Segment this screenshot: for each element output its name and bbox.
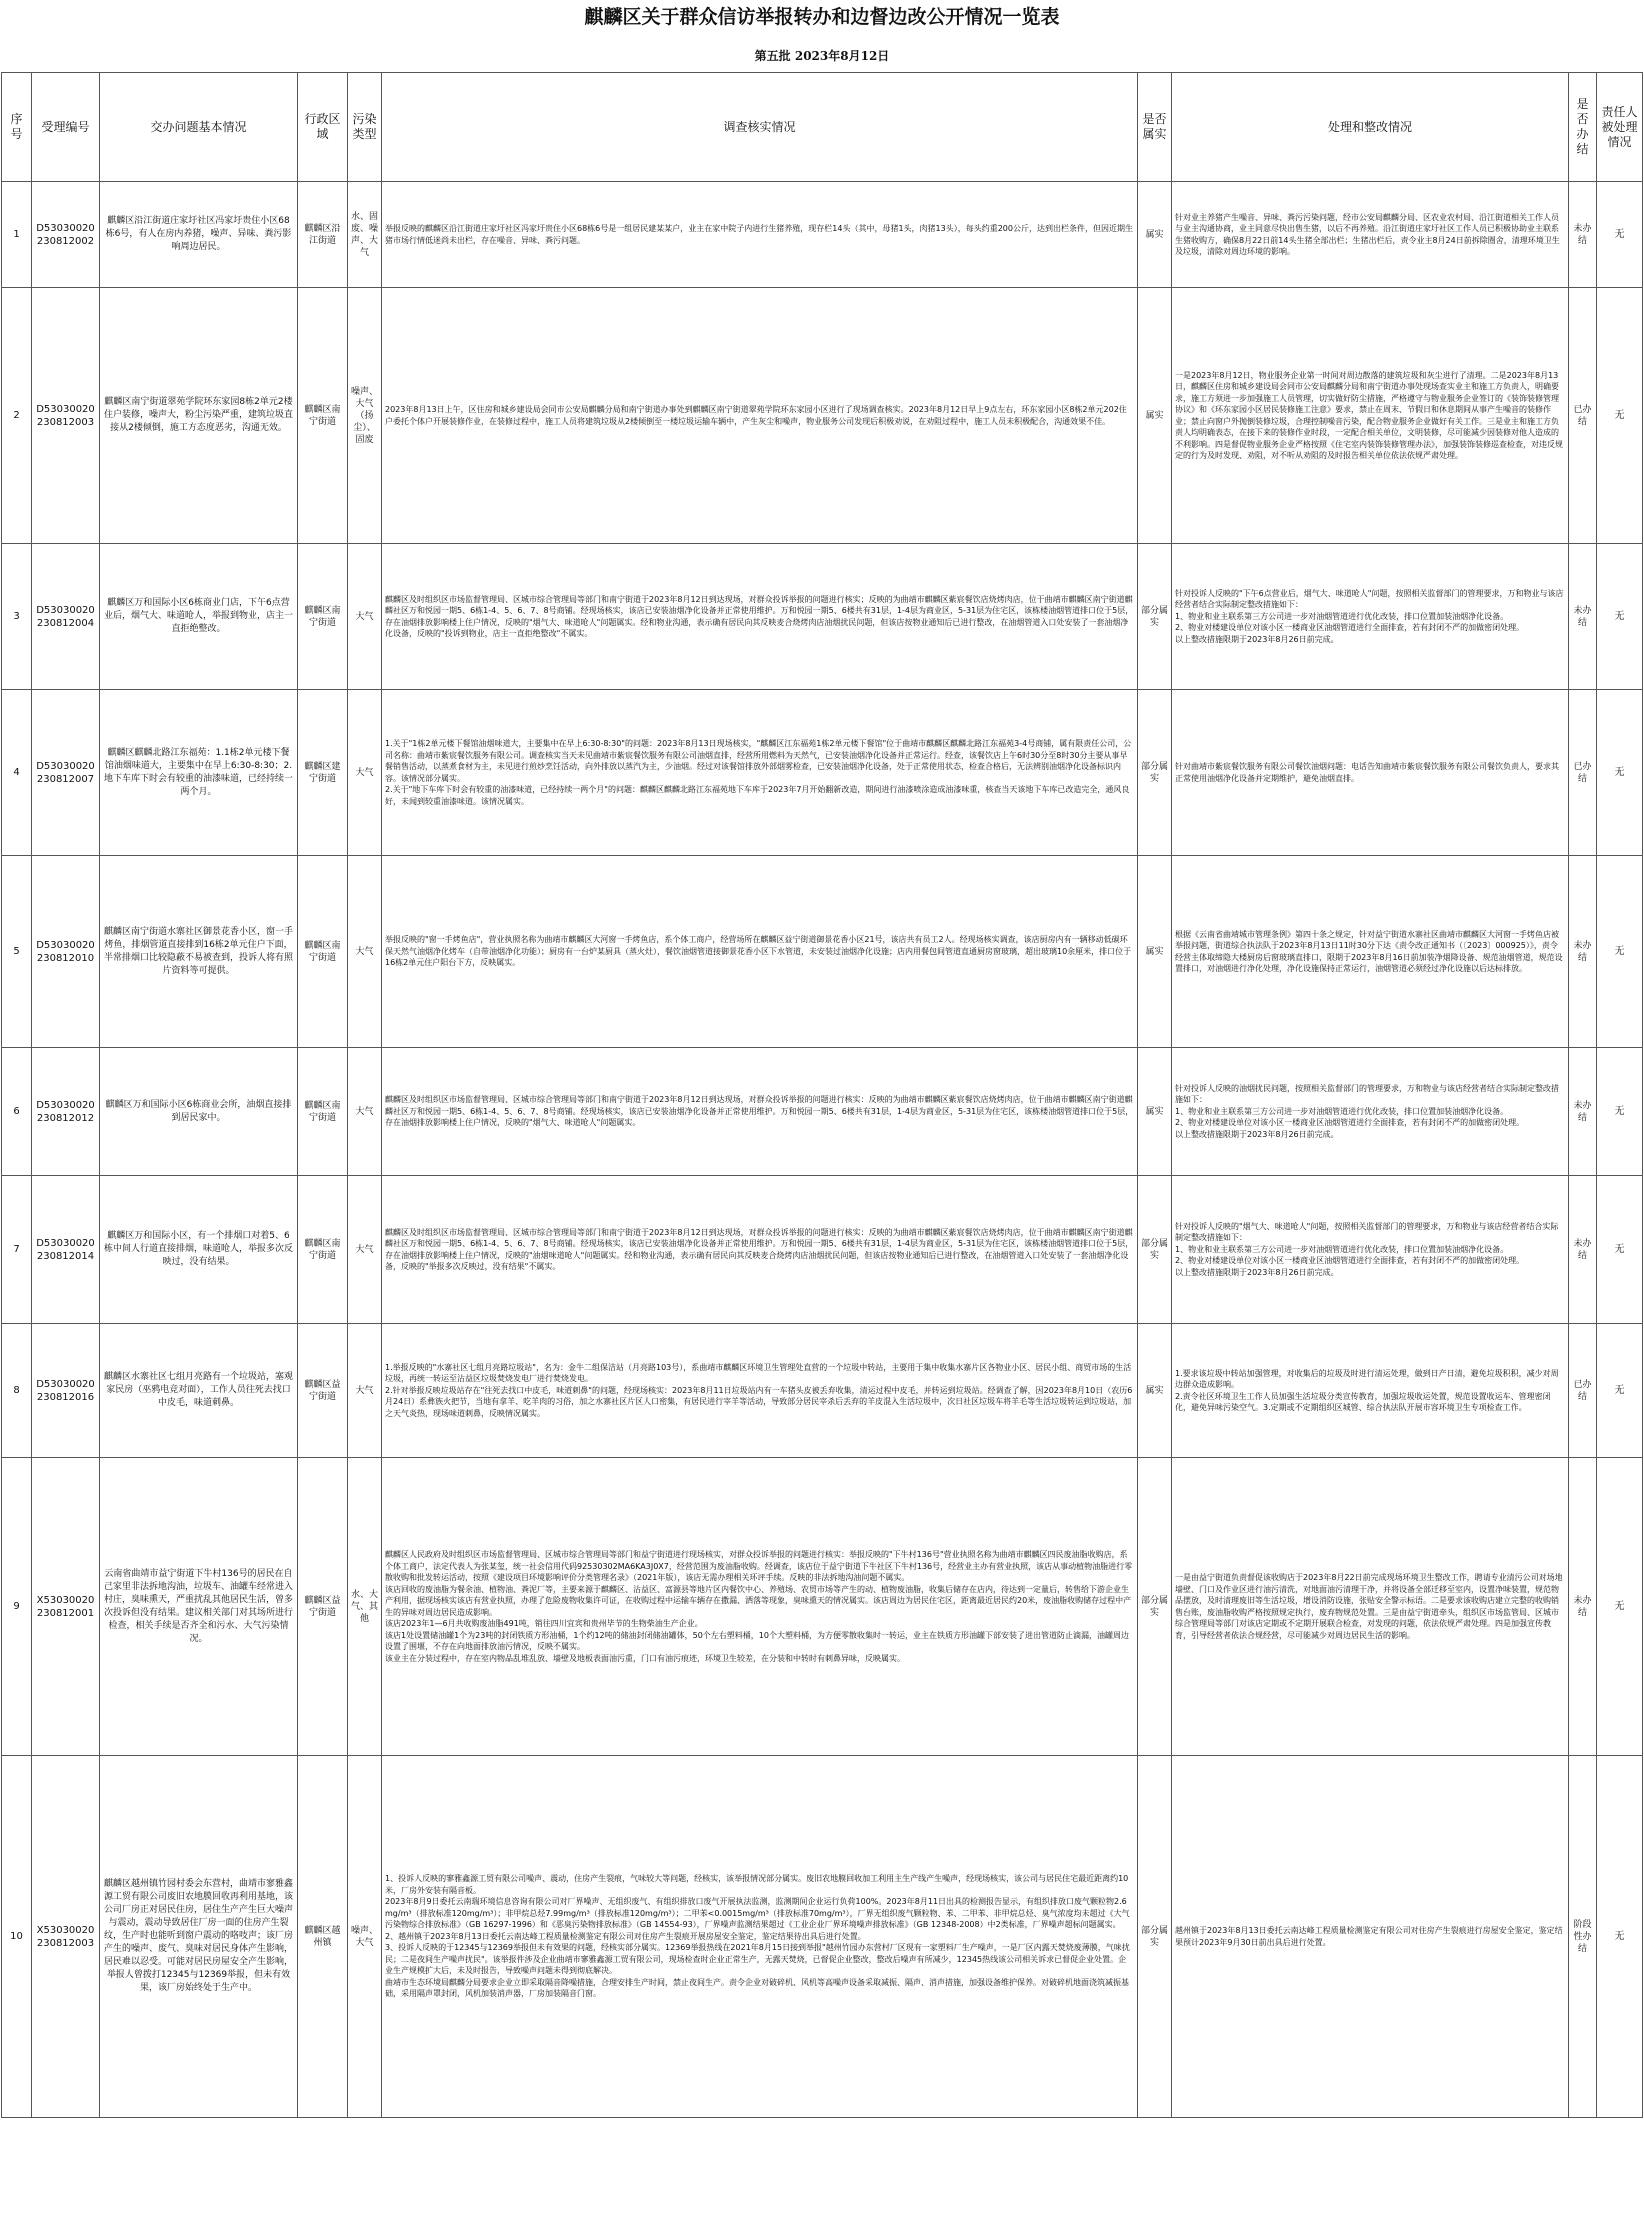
cell-handling: 针对投诉人反映的"烟气大、味道呛人"问题，按照相关监督部门的管理要求，万和物业与该店经营者结合实际制定整改措施如下： 1、物业和业主联系第三方公司进一步对油烟管道进行优化改装，排口位置加装油烟净化设备。 2、物业对楼建设单位对该小区一楼商业区油烟管道进行全面排查，若有封闭不严的加做密闭处理。 以上整改措施限期于2023年8月26日前完成。 [1172, 1176, 1569, 1324]
table-row [2, 1756, 1643, 2118]
cell-is-true: 部分属实 [1138, 1756, 1172, 2118]
table-row [2, 544, 1643, 690]
cell-issue: 麒麟区万和国际小区6栋商业门店，下午6点营业后，烟气大、味道呛人，举报到物业，店主一直拒绝整改。 [100, 544, 298, 690]
cell-id: D53030020 230812002 [32, 182, 100, 288]
table-header-row [2, 73, 1643, 182]
cell-pollution: 噪声、大气 [348, 1756, 382, 2118]
cell-done: 未办结 [1569, 856, 1597, 1048]
table-row [2, 856, 1643, 1048]
cell-district: 麒麟区益宁街道 [298, 1324, 348, 1458]
cell-district: 麒麟区越州镇 [298, 1756, 348, 2118]
cell-issue: 麒麟区南宁街道水寨社区御景花香小区，窗一手烤鱼，排烟管道直接排到16栋2单元住户下面，半常排烟口比较隐蔽不易被查到，投诉人将有照片资料等可提供。 [100, 856, 298, 1048]
cell-done: 未办结 [1569, 182, 1597, 288]
cell-pollution: 噪声、大气（扬尘）、固废 [348, 288, 382, 544]
cell-accountability: 无 [1597, 1176, 1643, 1324]
cell-accountability: 无 [1597, 856, 1643, 1048]
cell-handling: 针对曲靖市紫宸餐饮服务有限公司餐饮油烟问题：电话告知曲靖市紫宸餐饮服务有限公司餐饮负责人，要求其正常使用油烟净化设备并定期维护，避免油烟直排。 [1172, 690, 1569, 856]
cell-no: 10 [2, 1756, 32, 2118]
cell-handling: 1.要求该垃圾中转站加强管理，对收集后的垃圾及时进行清运处理，做到日产日清，避免垃圾积积，减少对周边群众造成影响。 2.责令社区环境卫生工作人员加强生活垃圾分类宣传教育，加强垃圾收运处置，规范设置收运车、管理密闭化，避免异味污染空气。3.定期或不定期组织区城管、综合执法队开展市容环境卫生专项检查工作。 [1172, 1324, 1569, 1458]
cell-handling: 根据《云南省曲靖城市管理条例》第四十条之规定，针对益宁街道水寨社区曲靖市麒麟区大河窗一手烤鱼店被举报问题，街道综合执法队于2023年8月13日11时30分下达《责令改正通知书（〔2023〕000925）》，责令经营主体取缔隐大楼厨房后窗玻璃直排口，限期于2023年8月16日前加装净烟降设备、规范油烟管道，规范设置排口，对油烟进行净化处理，净化设施保持正常运行，油烟管道必须经过净化设施以后达标排放。 [1172, 856, 1569, 1048]
cell-id: D53030020 230812003 [32, 288, 100, 544]
cell-findings: 2023年8月13日上午，区住房和城乡建设局会同市公安局麒麟分局和南宁街道办事处到麒麟区南宁街道翠苑学院环东家园小区进行了现场调查核实。2023年8月12日早上9点左右，环东家园小区8栋2单元202住户委托个体户开展装修作业，在装修过程中，施工人员将建筑垃圾从2楼倾倒至一楼垃圾运输车辆中，产生灰尘和噪声，物业服务公司发现后积极劝说，在劝阻过程中，施工人员未积极配合，沟通效果不佳。 [382, 288, 1138, 544]
cell-accountability: 无 [1597, 182, 1643, 288]
header-findings: 调查核实情况 [382, 73, 1138, 182]
cell-district: 麒麟区南宁街道 [298, 856, 348, 1048]
cell-id: D53030020 230812007 [32, 690, 100, 856]
cell-is-true: 部分属实 [1138, 690, 1172, 856]
table-row [2, 1324, 1643, 1458]
cell-pollution: 大气 [348, 690, 382, 856]
header-accountability: 责任人被处理情况 [1597, 73, 1643, 182]
cell-accountability: 无 [1597, 1458, 1643, 1756]
cell-is-true: 属实 [1138, 1324, 1172, 1458]
cell-pollution: 水、大气、其他 [348, 1458, 382, 1756]
table-row [2, 1048, 1643, 1176]
cell-done: 未办结 [1569, 544, 1597, 690]
cell-no: 8 [2, 1324, 32, 1458]
cell-findings: 麒麟区及时组织区市场监督管理局、区城市综合管理局等部门和南宁街道于2023年8月12日到达现场，对群众投诉举报的问题进行核实；反映的为曲靖市麒麟区紫宸餐饮店烧烤肉店，位于曲靖市麒麟区南宁街道麒麟社区万和悦园一期5、6栋1-4、5、6、7、8号商铺。经现场核实，该店已安装油烟净化设备并正常使用维护。万和悦园一期5、6楼共有31层，1-4层为商业区，5-31层为住宅区，该栋楼油烟管道排口位于5层，存在油烟排放影响楼上住户情况，反映的"烟气大、味道呛人"问题属实。经和物业沟通，表示确有居民向其反映麦合烧烤肉店油烟扰民问题，但该店按物业通知后已进行整改，在油烟管道入口处安装了一套油烟净化设备，反映的"投诉到物业，店主一直拒绝整改"不属实。 [382, 544, 1138, 690]
page-subtitle: 第五批 2023年8月12日 [754, 49, 890, 63]
cell-no: 4 [2, 690, 32, 856]
cell-pollution: 大气 [348, 856, 382, 1048]
table-row [2, 690, 1643, 856]
cell-is-true: 属实 [1138, 856, 1172, 1048]
cell-handling: 一是由益宁街道负责督促该收购店于2023年8月22日前完成现场环境卫生整改工作，聘请专业清污公司对场地墙壁、门口及作业区进行油污清洗，对地面油污清理干净，并将设备全部迁移至室内，设置净味装置，规范物品摆放，及时清理废旧等生活垃圾，增设消防设施，张贴安全警示标语。二是要求该收购店建立完整的收购销售台账，废油脂收购严格按照规定执行，废弃物规范处置。三是由益宁街道牵头，组织区市场监管局、区城市综合管理局等部门对该店定期或不定期开展联合检查，对发现的问题，依法依规严肃处理。四是加强宣传教育，引导经营者依法合规经营，尽可能减少对周边居民生活的影响。 [1172, 1458, 1569, 1756]
header-issue: 交办问题基本情况 [100, 73, 298, 182]
header-id: 受理编号 [32, 73, 100, 182]
cell-is-true: 属实 [1138, 182, 1172, 288]
cell-done: 未办结 [1569, 1048, 1597, 1176]
cell-issue: 麒麟区水寨社区七组月亮路有一个垃圾站，塞观家民房（巫鸦电竞对面），工作人员往死去找口中皮毛，味道刺鼻。 [100, 1324, 298, 1458]
cell-no: 6 [2, 1048, 32, 1176]
cell-issue: 麒麟区越州镇竹园村委会东营村，曲靖市寥雅鑫源工贸有限公司废旧农地膜回收再利用基地，该公司厂房正对居民住房，居住生产产生巨大噪声与震动，震动导致居住厂房一面的住房产生裂纹，生产时也能听到窗户震动的咯吱声；该厂房产生的噪声、废气、臭味对居民身体产生影响，居民难以忍受。可能对居民房屋安全产生影响，举报人曾拨打12345与12369举报，但未有效果，该厂房始终处于生产中。 [100, 1756, 298, 2118]
cell-pollution: 水、固废、噪声、大气 [348, 182, 382, 288]
cell-district: 麒麟区沿江街道 [298, 182, 348, 288]
cell-done: 已办结 [1569, 288, 1597, 544]
cell-issue: 麒麟区万和国际小区6栋商业会所，油烟直接排到居民家中。 [100, 1048, 298, 1176]
cell-issue: 麒麟区万和国际小区，有一个排烟口对着5、6栋中间人行道直接排烟，味道呛人，举报多次反映过，没有结果。 [100, 1176, 298, 1324]
cell-accountability: 无 [1597, 1048, 1643, 1176]
cell-district: 麒麟区南宁街道 [298, 544, 348, 690]
cell-district: 麒麟区南宁街道 [298, 288, 348, 544]
cell-no: 1 [2, 182, 32, 288]
cell-findings: 麒麟区及时组织区市场监督管理局、区城市综合管理局等部门和南宁街道于2023年8月12日到达现场，对群众投诉举报的问题进行核实：反映的为曲靖市麒麟区紫宸餐饮店烧烤肉店，位于曲靖市麒麟区南宁街道麒麟社区万和悦园一期5、6栋1-4、5、6、7、8号商铺。经现场核实，该店已安装油烟净化设备并正常使用维护。万和悦园一期5、6楼共有31层，1-4层为商业区，5-31层为住宅区，该栋楼油烟管道排口位于5层，存在油烟排放影响楼上住户情况，反映的"油烟味道呛人"问题属实。经和物业沟通，表示确有居民向其反映麦合烧烤肉店油烟扰民问题，但该店按物业通知后已进行整改，在油烟管道入口处安装了一套油烟净化设备，反映的"举报多次反映过，没有结果"不属实。 [382, 1176, 1138, 1324]
cell-accountability: 无 [1597, 1324, 1643, 1458]
cell-id: D53030020 230812012 [32, 1048, 100, 1176]
cell-done: 已办结 [1569, 1324, 1597, 1458]
cell-handling: 一是2023年8月12日，物业服务企业第一时间对周边散落的建筑垃圾和灰尘进行了清理。二是2023年8月13日，麒麟区住房和城乡建设局会同市公安局麒麟分局和南宁街道办事处现场查实业主和施工方负责人，明确要求，施工方须进一步加强施工人员管理，切实做好防尘措施，严格遵守与物业服务企业签订的《装饰装修管理协议》和《环东家园小区居民装修施工注意》要求，禁止在周末、节假日和休息期间从事产生噪音的装修作业；禁止向窗户外抛倒装修垃圾，合理控制噪音污染，配合物业服务企业做好有关工作。三是业主和施工方负责人均明确表态，在接下来的装修作业时段，一定配合相关单位，文明装修，尽可能减少因装修对他人造成的不利影响。四是督促物业服务企业严格按照《住宅室内装饰装修管理办法》，加强装饰装修巡查检查，对违反规定的行为及时发现、劝阻，对不听从劝阻的及时报告相关单位依法依规严肃处理。 [1172, 288, 1569, 544]
header-done: 是否办结 [1569, 73, 1597, 182]
cell-is-true: 属实 [1138, 288, 1172, 544]
cell-id: D53030020 230812010 [32, 856, 100, 1048]
cell-issue: 麒麟区沿江街道庄家圩社区冯家圩贵住小区68栋6号，有人在房内养猪，噪声、异味、粪污影响周边居民。 [100, 182, 298, 288]
cell-done: 未办结 [1569, 1458, 1597, 1756]
cell-no: 5 [2, 856, 32, 1048]
cell-is-true: 属实 [1138, 1048, 1172, 1176]
header-district: 行政区域 [298, 73, 348, 182]
cell-no: 7 [2, 1176, 32, 1324]
cell-handling: 针对投诉人反映的"下午6点营业后，烟气大、味道呛人"问题，按照相关监督部门的管理要求，万和物业与该店经营者结合实际制定整改措施如下： 1、物业和业主联系第三方公司进一步对油烟管道进行优化改装，排口位置加装油烟净化设备。 2、物业对楼建设单位对该小区一楼商业区油烟管道进行全面排查，若有封闭不严的加做密闭处理。 以上整改措施限期于2023年8月26日前完成。 [1172, 544, 1569, 690]
cell-is-true: 部分属实 [1138, 1176, 1172, 1324]
complaint-table [1, 72, 1643, 2118]
cell-pollution: 大气 [348, 1048, 382, 1176]
cell-done: 阶段性办结 [1569, 1756, 1597, 2118]
cell-handling: 针对投诉人反映的油烟扰民问题，按照相关监督部门的管理要求，万和物业与该店经营者结合实际制定整改措施如下： 1、物业和业主联系第三方公司进一步对油烟管道进行优化改装，排口位置加装油烟净化设备。 2、物业对楼建设单位对该小区一楼商业区油烟管道进行全面排查，若有封闭不严的加做密闭处理。 以上整改措施限期于2023年8月26日前完成。 [1172, 1048, 1569, 1176]
cell-pollution: 大气 [348, 544, 382, 690]
cell-accountability: 无 [1597, 288, 1643, 544]
header-no: 序号 [2, 73, 32, 182]
table-row [2, 182, 1643, 288]
cell-findings: 举报反映的麒麟区沿江街道庄家圩社区冯家圩贵住小区68栋6号是一组居民建某某户，业主在家中院子内进行生猪养殖，现存栏14头（其中，母猪1头，肉猪13头），每头约重200公斤，达到出栏条件，但因近期生猪市场行情低迷尚未出栏，存在噪音、异味、粪污问题。 [382, 182, 1138, 288]
cell-findings: 举报反映的"窗一手烤鱼店"，营业执照名称为曲靖市麒麟区大河窗一手烤鱼店，系个体工商户，经营场所在麒麟区益宁街道御景花香小区21号，该店共有员工2人。经现场核实调查，该店厨房内有一辆移动低碳环保天然气油烟净化烤车（自带油烟净化功能）；厨房有一台炉某厨具（蒸火灶），餐饮油烟管道接御景花香小区下水管道，未安装过油烟净化设施；店内用餐包间管道直通厨房窗玻璃，超出玻璃10余厘米，排口位于16栋2单元住户阳台下方，反映属实。 [382, 856, 1138, 1048]
cell-issue: 麒麟区麒麟北路江东福苑：1.1栋2单元楼下餐馆油烟味道大，主要集中在早上6:30-8:30；2.地下车库下时会有较重的油漆味道，已经持续一两个月。 [100, 690, 298, 856]
cell-pollution: 大气 [348, 1176, 382, 1324]
table-row [2, 1176, 1643, 1324]
table-row [2, 1458, 1643, 1756]
cell-accountability: 无 [1597, 690, 1643, 856]
cell-id: D53030020 230812016 [32, 1324, 100, 1458]
table-row [2, 288, 1643, 544]
cell-done: 未办结 [1569, 1176, 1597, 1324]
cell-done: 已办结 [1569, 690, 1597, 856]
cell-is-true: 部分属实 [1138, 1458, 1172, 1756]
cell-pollution: 大气 [348, 1324, 382, 1458]
cell-accountability: 无 [1597, 1756, 1643, 2118]
cell-no: 2 [2, 288, 32, 544]
cell-id: D53030020 230812014 [32, 1176, 100, 1324]
cell-id: X53030020 230812003 [32, 1756, 100, 2118]
cell-findings: 1.举报反映的"水寨社区七组月亮路垃圾站"，名为：金牛二组保洁站（月亮路103号），系曲靖市麒麟区环境卫生管理处直营的一个垃圾中转站，主要用于集中收集水寨片区各物业小区、居民小组、商贸市场的生活垃圾，再统一转运至沾益区垃圾焚烧发电厂进行焚烧发电。 2.针对举报反映垃圾站存在"往死去找口中皮毛，味道刺鼻"的问题，经现场核实：2023年8月11日垃圾站内有一车猪头皮被丢弃收集，清运过程中皮毛，并转运到垃圾站。经调查了解，因2023年8月10日（农历6月24日）系彝族火把节，当地有拿羊、吃羊肉的习俗，加之水寨社区片区人口密集，有居民进行宰羊等活动，导致部分居民宰杀后丢弃的羊皮混入生活垃圾中，次日社区垃圾车将羊毛等生活垃圾转运到垃圾站，加之天气炎热，现场味道刺鼻，反映情况属实。 [382, 1324, 1138, 1458]
cell-handling: 越州镇于2023年8月13日委托云南达峰工程质量检测鉴定有限公司对住房产生裂痕进行房屋安全鉴定，鉴定结果预计2023年9月30日前出具后进行处置。 [1172, 1756, 1569, 2118]
cell-id: D53030020 230812004 [32, 544, 100, 690]
cell-issue: 麒麟区南宁街道翠苑学院环东家园8栋2单元2楼住户装修，噪声大，粉尘污染严重，建筑垃圾直接从2楼倾倒，施工方态度恶劣，沟通无效。 [100, 288, 298, 544]
cell-no: 3 [2, 544, 32, 690]
cell-handling: 针对业主养猪产生噪音、异味、粪污污染问题，经市公安局麒麟分局、区农业农村局、沿江街道相关工作人员与业主沟通协商，业主同意尽快出售生猪，以后不再养殖。沿江街道庄家圩社区工作人员已积极协助业主联系生猪收购方，确保8月22日前14头生猪全部出栏；生猪出栏后，责令业主8月24日前拆除圈舍，清理环境卫生及垃圾，清除对周边环境的影响。 [1172, 182, 1569, 288]
header-handling: 处理和整改情况 [1172, 73, 1569, 182]
cell-issue: 云南省曲靖市益宁街道下牛村136号的居民在自己家里非法拆地沟油，垃圾车、油罐车经常进入村庄，臭味熏天，严重扰乱其他居民生活，曾多次投诉但没有结果。建议相关部门对其场所进行检查，相关手续是否齐全和污水、大气污染情况。 [100, 1458, 298, 1756]
cell-findings: 1、投诉人反映的寥雅鑫源工贸有限公司噪声、震动，住房产生裂痕，气味较大等问题，经核实，该举报情况部分属实。废旧农地膜回收加工利用主生产线产生噪声，经现场核实，该公司与居民住宅最近距离约10米，厂房外安装有隔音板。 2023年8月9日委托云南瑞环境信息咨询有限公司对厂界噪声、无组织废气、有组织排放口废气开展执法监测，监测期间企业运行负荷100%。2023年8月11日出具的检测报告显示，有组织排放口废气颗粒物2.6mg/m³（排放标准120mg/m³）；非甲烷总烃7.99mg/m³（排放标准120mg/m³）；二甲苯<0.0015mg/m³（排放标准70mg/m³），厂界无组织废气颗粒物、苯、二甲苯、非甲烷总烃、臭气浓度均未超过《大气污染物综合排放标准》（GB 16297-1996）和《恶臭污染物排放标准》（GB 14554-93），厂界噪声监测结果超过《工业企业厂界环境噪声排放标准》（GB 12348-2008）中2类标准，厂界噪声超标问题属实。 2、越州镇于2023年8月13日委托云南达峰工程质量检测鉴定有限公司对住房产生裂痕开展房屋安全鉴定，鉴定结果待出具后进行处置。 3、投诉人反映的于12345与12369举报但未有效果的问题，经核实部分属实。12369举报热线在2021年8月15日接到举报"越州竹园办东营村厂区现有一家塑料厂生产噪声，一是厂区内露天焚烧废薄膜，气味扰民；二是夜间生产噪声扰民"。该举报件涉及企业曲靖市寥雅鑫源工贸有限公司，现场检查时企业正常生产，无露天焚烧，已督促企业整改，整改后噪声有所减少，12345热线该公司相关诉求已督促企业处置。企业生产规模扩大后，未及时报告，导致噪声问题未得到彻底解决。 曲靖市生态环境局麒麟分局要求企业立即采取隔音降噪措施，合理安排生产时间，禁止夜间生产。责令企业对破碎机、风机等高噪声设备采取减振、隔声、消声措施，加强设备维护保养。对破碎机地面浇筑减振基础，采用隔声罩封闭，风机加装消声器，厂房加装隔音门窗。 [382, 1756, 1138, 2118]
cell-district: 麒麟区益宁街道 [298, 1458, 348, 1756]
cell-accountability: 无 [1597, 544, 1643, 690]
cell-findings: 麒麟区及时组织区市场监督管理局、区城市综合管理局等部门和南宁街道于2023年8月12日到达现场，对群众投诉举报的问题进行核实：反映的为曲靖市麒麟区紫宸餐饮店烧烤肉店，位于曲靖市麒麟区南宁街道麒麟社区万和悦园一期5、6栋1-4、5、6、7、8号商铺。经现场核实，该店已安装油烟净化设备并正常使用维护。万和悦园一期5、6楼共有31层，1-4层为商业区，5-31层为住宅区，该栋楼油烟管道排口位于5层，存在油烟排放影响楼上住户情况，反映的"烟气大、味道呛人"问题属实。 [382, 1048, 1138, 1176]
cell-district: 麒麟区建宁街道 [298, 690, 348, 856]
cell-findings: 麒麟区人民政府及时组织区市场监督管理局、区城市综合管理局等部门和益宁街道进行现场核实，对群众投诉举报的问题进行核实：举报反映的"下牛村136号"营业执照名称为曲靖市麒麟区四民废油脂收购店，系个体工商户，法定代表人为张某玺，统一社会信用代码92530302MA6KA3J0X7，经营范围为废油脂收购。经调查，该店位于益宁街道下牛社区下牛村136号，经营业主办有营业执照，该店从事动植物油脂进行零散收购和批发转运活动，按照《建设项目环境影响评价分类管理名录》（2021年版），该店无需办理相关环评手续。反映的非法拆地沟油问题不属实。 该店回收的废油脂为餐余油、植物油、粪泥厂等，主要来源于麒麟区、沾益区、富源县等地片区内餐饮中心、养殖场、农贸市场等产生的动、植物废油脂，收集后储存在店内，待达到一定量后，转售给下游企业生产利用，据现场核实该店有营业执照，办理了危险废物收集许可证，在收购过程中运输车辆存在撒漏、洒落等现象，臭味熏天的情况属实。该店周边为居民住宅区，距离最近居民约20米，废油脂收购储存过程中产生的异味对周边居民造成影响。 该店2023年1—6月共收购废油脂491吨，销往四川宜宾和贵州毕节的生物柴油生产企业。 该店1处设置储油罐1个为23吨的封闭铁质方形油桶，1个约12吨的储油封闭储油罐体，50个左右塑料桶，10个大塑料桶，为方便零散收集时一转运，业主在铁质方形油罐下部安装了进出管道防止滴漏，油罐周边设置了围堰，不存在向地面排放油污情况，反映不属实。 该业主在分装过程中，存在室内物品乱堆乱放、墙壁及地板表面油污重，门口有油污痕迹，环境卫生较差，在分装和中转时有刺鼻异味，反映属实。 [382, 1458, 1138, 1756]
cell-no: 9 [2, 1458, 32, 1756]
cell-district: 麒麟区南宁街道 [298, 1048, 348, 1176]
cell-findings: 1.关于"1栋2单元楼下餐馆油烟味道大，主要集中在早上6:30-8:30"的问题：2023年8月13日现场核实，"麒麟区江东福苑1栋2单元楼下餐馆"位于曲靖市麒麟区麒麟北路江东福苑3-4号商铺，属有限责任公司，公司名称：曲靖市紫宸餐饮服务有限公司。调查核实当天未见曲靖市紫宸餐饮服务有限公司油烟直排，经营所用燃料为天然气，已安装油烟净化设备并正常运行。经查，该餐饮店上午6时30分至8时30分主要从事早餐销售活动，以蒸煮食材为主，未见进行煎炒烹饪活动，向外排放以蒸汽为主，少油烟。经过对该餐馆排放外部烟雾检查，已安装油烟净化设备，处于正常使用状态，检查合格后，无法辨别油烟净化设备标识内容。该情况部分属实。 2.关于"地下车库下时会有较重的油漆味道，已经持续一两个月"的问题：麒麟区麒麟北路江东福苑地下车库于2023年7月开始翻新改造，期间进行油漆喷涂造成油漆味重，核查当天该地下车库已改造完全，通风良好，未闻到较重油漆味道。该情况属实。 [382, 690, 1138, 856]
page-title: 麒麟区关于群众信访举报转办和边督边改公开情况一览表 [584, 6, 1060, 28]
cell-id: X53030020 230812001 [32, 1458, 100, 1756]
header-is-true: 是否属实 [1138, 73, 1172, 182]
cell-is-true: 部分属实 [1138, 544, 1172, 690]
header-pollution: 污染类型 [348, 73, 382, 182]
cell-district: 麒麟区南宁街道 [298, 1176, 348, 1324]
